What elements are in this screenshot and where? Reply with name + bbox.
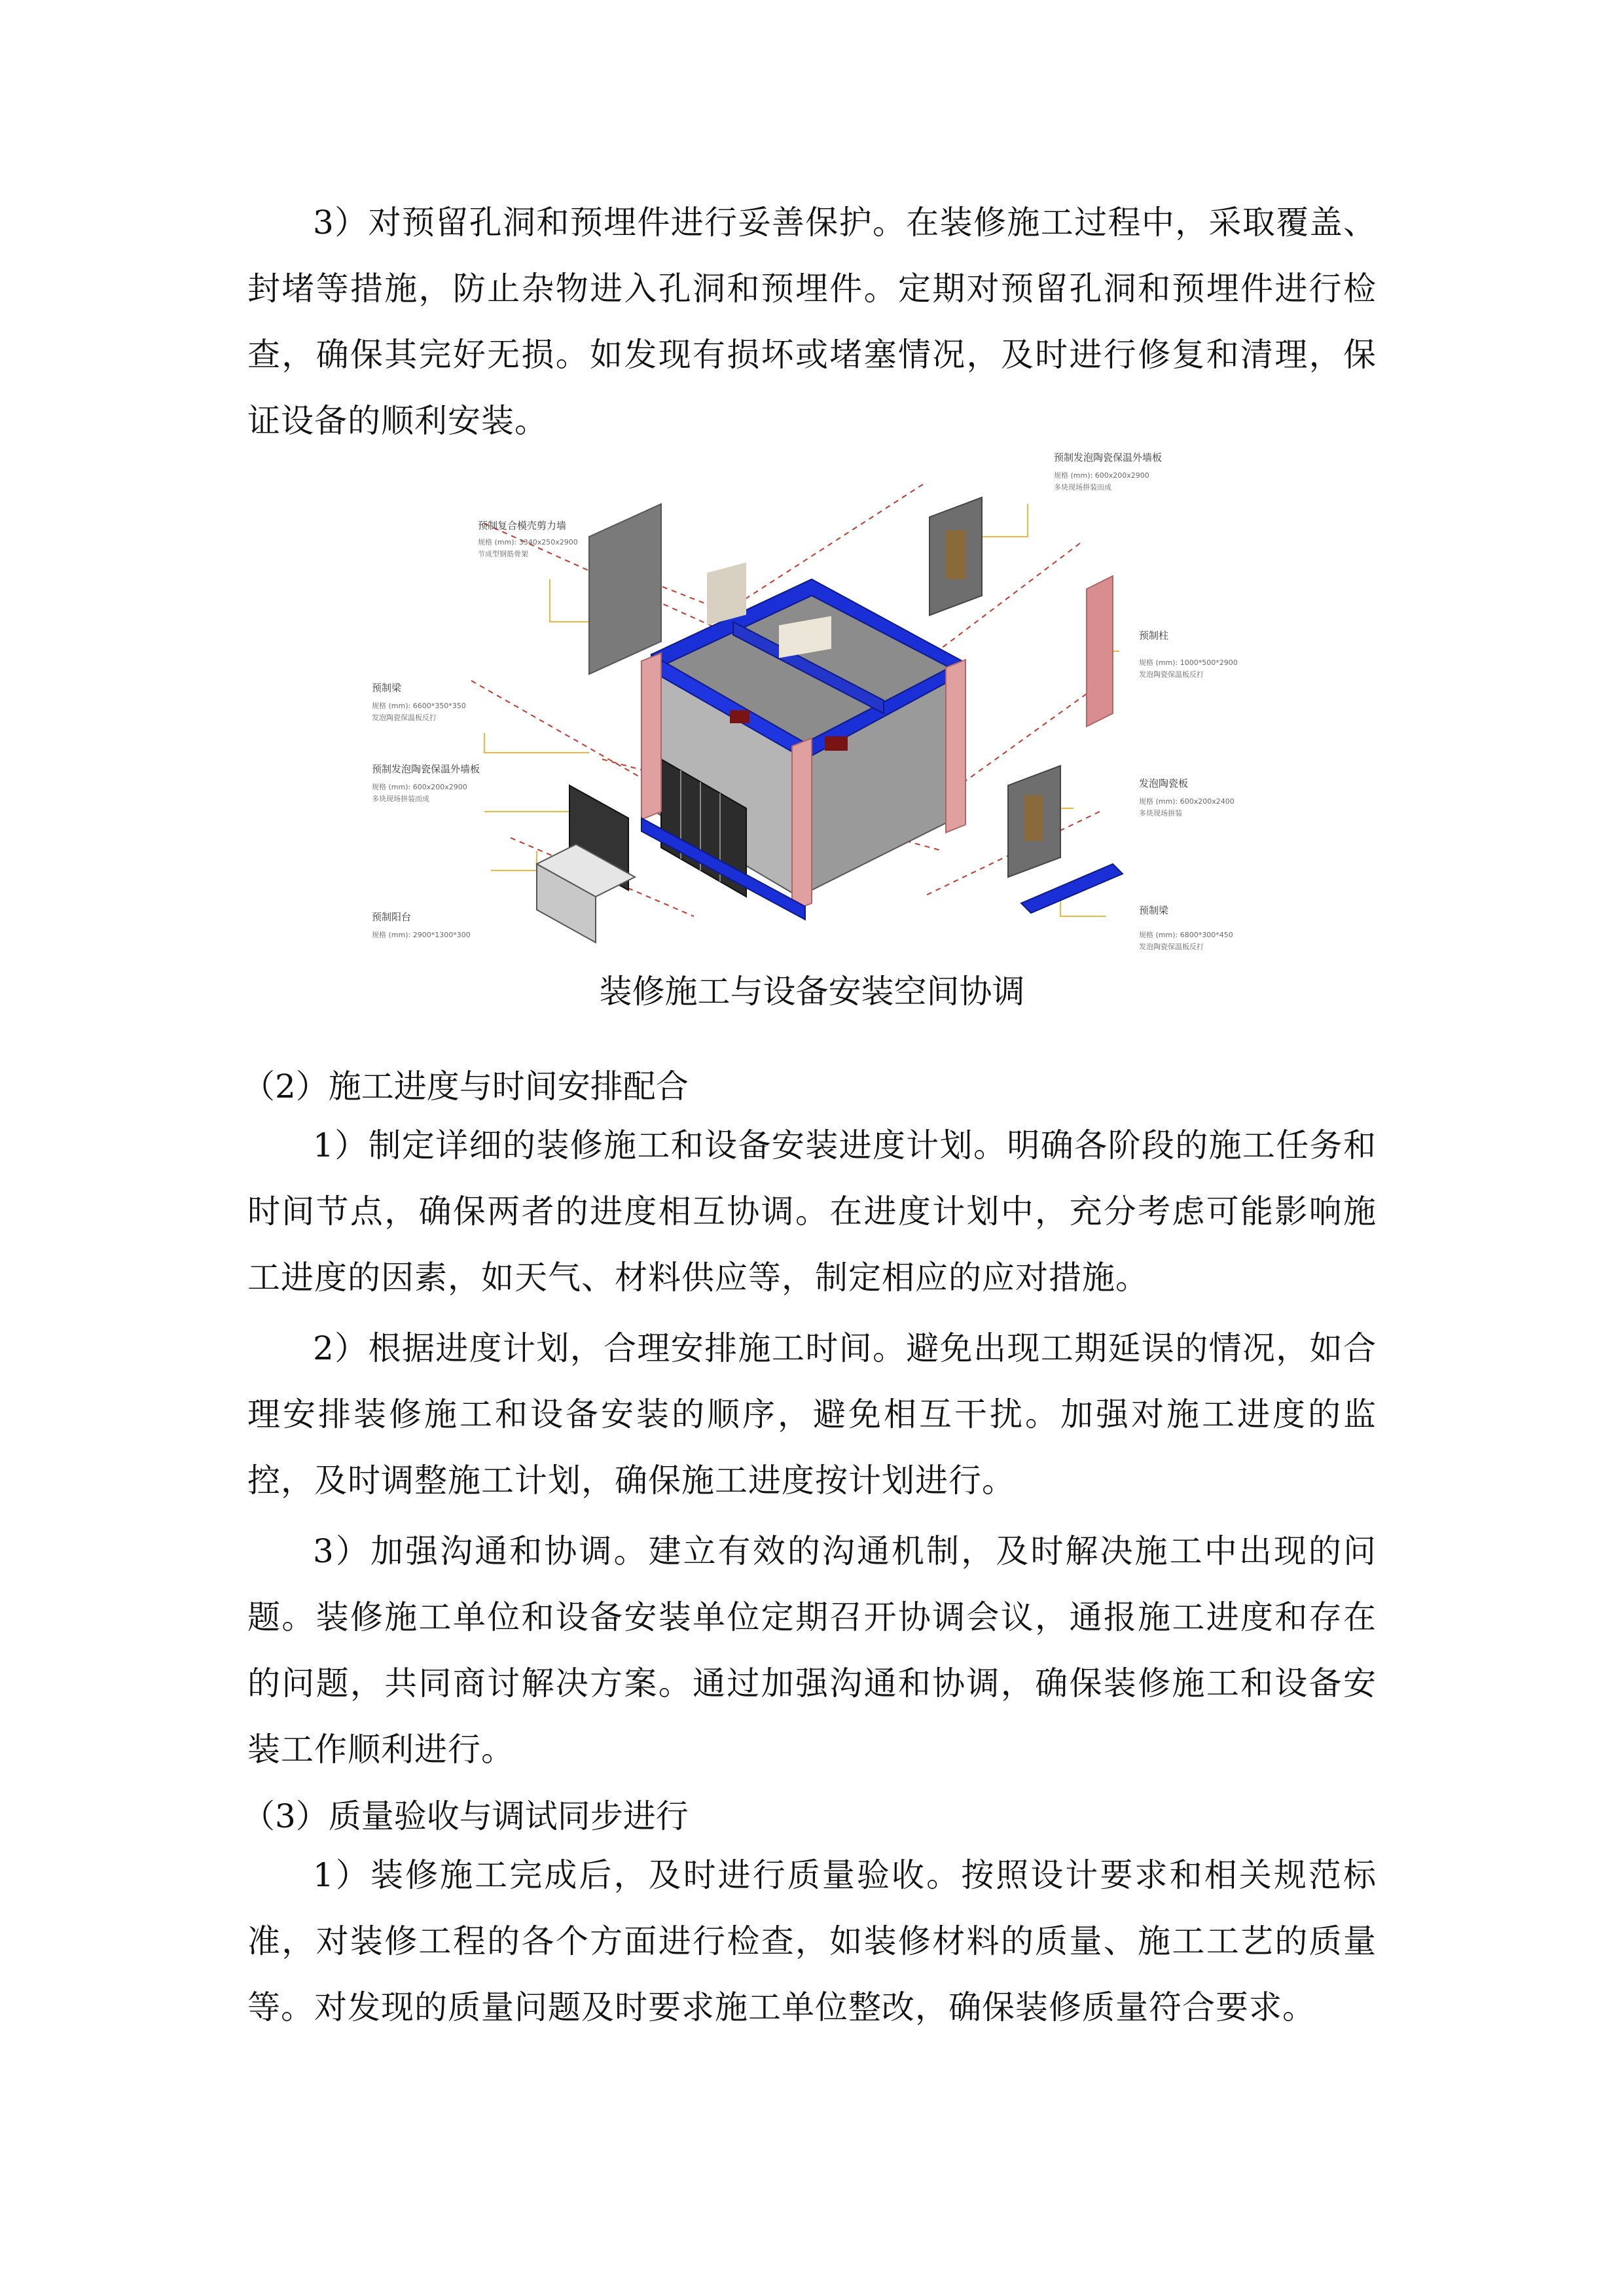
- label-note: 多块现场拼装: [1139, 809, 1182, 817]
- section-heading-3: （3）质量验收与调试同步进行: [242, 1797, 689, 1835]
- label-note: 多块现场拼装而成: [372, 795, 429, 803]
- label-spec: 规格 (mm): 600x200x2400: [1139, 797, 1235, 806]
- paragraph-schedule-plan: 1）制定详细的装修施工和设备安装进度计划。明确各阶段的施工任务和时间节点，确保两者的进度相互协调。在进度计划中，充分考虑可能影响施工进度的因素，如天气、材料供应等，制定相应的应对措施。: [247, 1126, 1377, 1297]
- label-spec: 规格 (mm): 600x200x2900: [372, 783, 467, 791]
- label-spec: 规格 (mm): 6800*300*450: [1139, 931, 1233, 939]
- paragraph-arrange-time: 2）根据进度计划，合理安排施工时间。避免出现工期延误的情况，如合理安排装修施工和设备安装的顺序，避免相互干扰。加强对施工进度的监控，及时调整施工计划，确保施工进度按计划进行。: [247, 1329, 1377, 1499]
- label-ceramic: [1139, 778, 1235, 817]
- section-heading-2: （2）施工进度与时间安排配合: [242, 1067, 689, 1105]
- building-core: [641, 562, 965, 920]
- label-spec: 规格 (mm): 2900*1300*300: [372, 931, 471, 939]
- label-spec: 规格 (mm): 600x200x2900: [1054, 471, 1149, 480]
- figure-exploded-building: [353, 445, 1270, 969]
- label-title: 预制发泡陶瓷保温外墙板: [372, 763, 480, 775]
- label-title: 预制阳台: [372, 911, 412, 923]
- label-note: 发泡陶瓷保温板反打: [1139, 670, 1204, 679]
- beam-right: [1021, 864, 1123, 913]
- label-beam-right: [1139, 905, 1233, 951]
- label-title: 预制梁: [1139, 905, 1169, 916]
- label-balcony: [372, 911, 471, 939]
- label-note: 节成型钢筋骨架: [478, 550, 528, 558]
- paragraph-quality-acceptance: 1）装修施工完成后，及时进行质量验收。按照设计要求和相关规范标准，对装修工程的各个方面进行检查，如装修材料的质量、施工工艺的质量等。对发现的质量问题及时要求施工单位整改，确保装修质量符合要求。: [247, 1856, 1377, 2026]
- door-right-icon: [1024, 795, 1043, 841]
- label-column: [1139, 630, 1238, 679]
- label-note: 发泡陶瓷保温板反打: [372, 713, 437, 722]
- label-wall-left: [478, 520, 578, 558]
- label-panel-top: [1054, 452, 1162, 492]
- label-spec: 规格 (mm): 1000*500*2900: [1139, 658, 1238, 667]
- label-title: 预制复合模壳剪力墙: [478, 520, 567, 531]
- label-beam-left: [372, 682, 466, 722]
- label-title: 预制发泡陶瓷保温外墙板: [1054, 452, 1163, 463]
- paragraph-protect-openings: 3）对预留孔洞和预埋件进行妥善保护。在装修施工过程中，采取覆盖、封堵等措施，防止杂物进入孔洞和预埋件。定期对预留孔洞和预埋件进行检查，确保其完好无损。如发现有损坏或堵塞情况，及时进行修复和清理，保证设备的顺利安装。: [247, 204, 1377, 440]
- label-title: 发泡陶瓷板: [1139, 778, 1189, 789]
- label-title: 预制柱: [1139, 630, 1169, 641]
- exploded-diagram: [353, 445, 1270, 969]
- label-panel-left: [372, 763, 480, 803]
- door-top-icon: [946, 530, 965, 579]
- label-spec: 规格 (mm): 3340x250x2900: [478, 538, 578, 547]
- label-title: 预制梁: [372, 682, 402, 694]
- figure-caption: 装修施工与设备安装空间协调: [599, 973, 1025, 1011]
- column-right: [1087, 576, 1113, 726]
- label-spec: 规格 (mm): 6600*350*350: [372, 702, 466, 710]
- label-note: 发泡陶瓷保温板反打: [1139, 942, 1204, 951]
- shear-wall-left: [589, 504, 661, 674]
- paragraph-communication: 3）加强沟通和协调。建立有效的沟通机制，及时解决施工中出现的问题。装修施工单位和设备安装单位定期召开协调会议，通报施工进度和存在的问题，共同商讨解决方案。通过加强沟通和协调，确保装修施工和设备安装工作顺利进行。: [247, 1532, 1377, 1768]
- label-note: 多块现场拼装而成: [1054, 483, 1111, 492]
